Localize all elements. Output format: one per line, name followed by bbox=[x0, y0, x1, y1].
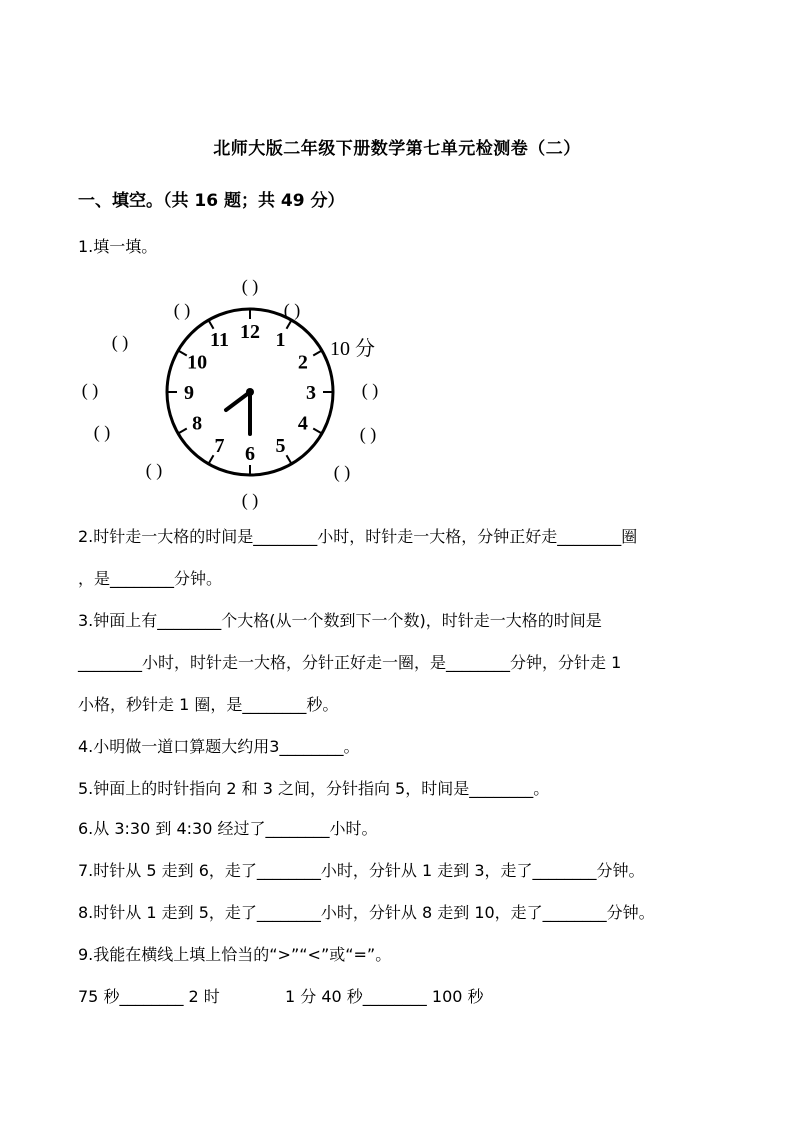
question-8: 8.时针从 1 走到 5，走了________小时，分针从 8 走到 10，走了________分钟。 bbox=[78, 903, 655, 922]
answer-parenthesis: ( ) bbox=[93, 422, 111, 442]
question-7: 7.时针从 5 走到 6，走了________小时，分针从 1 走到 3，走了________分钟。 bbox=[78, 861, 645, 880]
clock-face-svg bbox=[80, 270, 420, 515]
answer-parenthesis: ( ) bbox=[359, 424, 377, 444]
question-3-line-3: 小格，秒针走 1 圈，是________秒。 bbox=[78, 695, 339, 714]
clock-tick bbox=[313, 429, 321, 434]
answer-parenthesis: ( ) bbox=[111, 332, 129, 352]
question-5: 5.钟面上的时针指向 2 和 3 之间，分针指向 5，时间是________。 bbox=[78, 779, 550, 798]
question-2-line-1: 2.时针走一大格的时间是________小时，时针走一大格，分钟正好走________圈 bbox=[78, 527, 638, 546]
clock-number: 3 bbox=[306, 382, 316, 404]
clock-figure bbox=[80, 270, 420, 515]
clock-center bbox=[246, 388, 254, 396]
clock-number: 9 bbox=[184, 382, 194, 404]
answer-parenthesis: ( ) bbox=[283, 300, 301, 320]
question-4: 4.小明做一道口算题大约用3________。 bbox=[78, 737, 360, 756]
answer-parenthesis: ( ) bbox=[145, 460, 163, 480]
clock-number: 1 bbox=[275, 329, 286, 352]
clock-number: 4 bbox=[297, 412, 308, 435]
page-title: 北师大版二年级下册数学第七单元检测卷（二） bbox=[213, 139, 581, 159]
answer-parenthesis: ( ) bbox=[173, 300, 191, 320]
clock-number: 11 bbox=[210, 329, 229, 352]
question-3-line-2: ________小时，时针走一大格，分针正好走一圈，是________分钟，分针走 1 bbox=[78, 653, 622, 672]
clock-tick bbox=[179, 429, 187, 434]
clock-tick bbox=[209, 455, 214, 463]
clock-tick bbox=[287, 455, 292, 463]
question-3-line-1: 3.钟面上有________个大格(从一个数到下一个数)，时针走一大格的时间是 bbox=[78, 611, 602, 630]
hour-hand bbox=[226, 392, 250, 410]
question-9-item-a: 75 秒________ 2 时 bbox=[78, 987, 220, 1006]
clock-number: 12 bbox=[240, 321, 260, 343]
question-6: 6.从 3:30 到 4:30 经过了________小时。 bbox=[78, 819, 378, 838]
clock-number: 5 bbox=[275, 434, 286, 457]
clock-number: 7 bbox=[214, 434, 225, 457]
question-9-item-b: 1 分 40 秒________ 100 秒 bbox=[285, 987, 484, 1006]
clock-number: 10 bbox=[187, 351, 208, 374]
answer-parenthesis: ( ) bbox=[81, 380, 99, 400]
clock-tick bbox=[313, 351, 321, 356]
clock-tick bbox=[209, 321, 214, 329]
answer-parenthesis: ( ) bbox=[241, 276, 259, 296]
clock-number: 2 bbox=[297, 351, 308, 374]
question-1: 1.填一填。 bbox=[78, 237, 158, 256]
clock-number: 6 bbox=[245, 443, 255, 465]
clock-tick bbox=[179, 351, 187, 356]
ten-minute-label: 10 分 bbox=[330, 338, 375, 360]
clock-tick bbox=[287, 321, 292, 329]
clock-number: 8 bbox=[192, 412, 203, 435]
section-heading-fill-blank: 一、填空。（共 16 题；共 49 分） bbox=[78, 191, 345, 211]
question-9: 9.我能在横线上填上恰当的“>”“<”或“=”。 bbox=[78, 945, 392, 964]
question-2-line-2: ，是________分钟。 bbox=[78, 569, 223, 588]
answer-parenthesis: ( ) bbox=[241, 490, 259, 510]
answer-parenthesis: ( ) bbox=[361, 380, 379, 400]
answer-parenthesis: ( ) bbox=[333, 462, 351, 482]
